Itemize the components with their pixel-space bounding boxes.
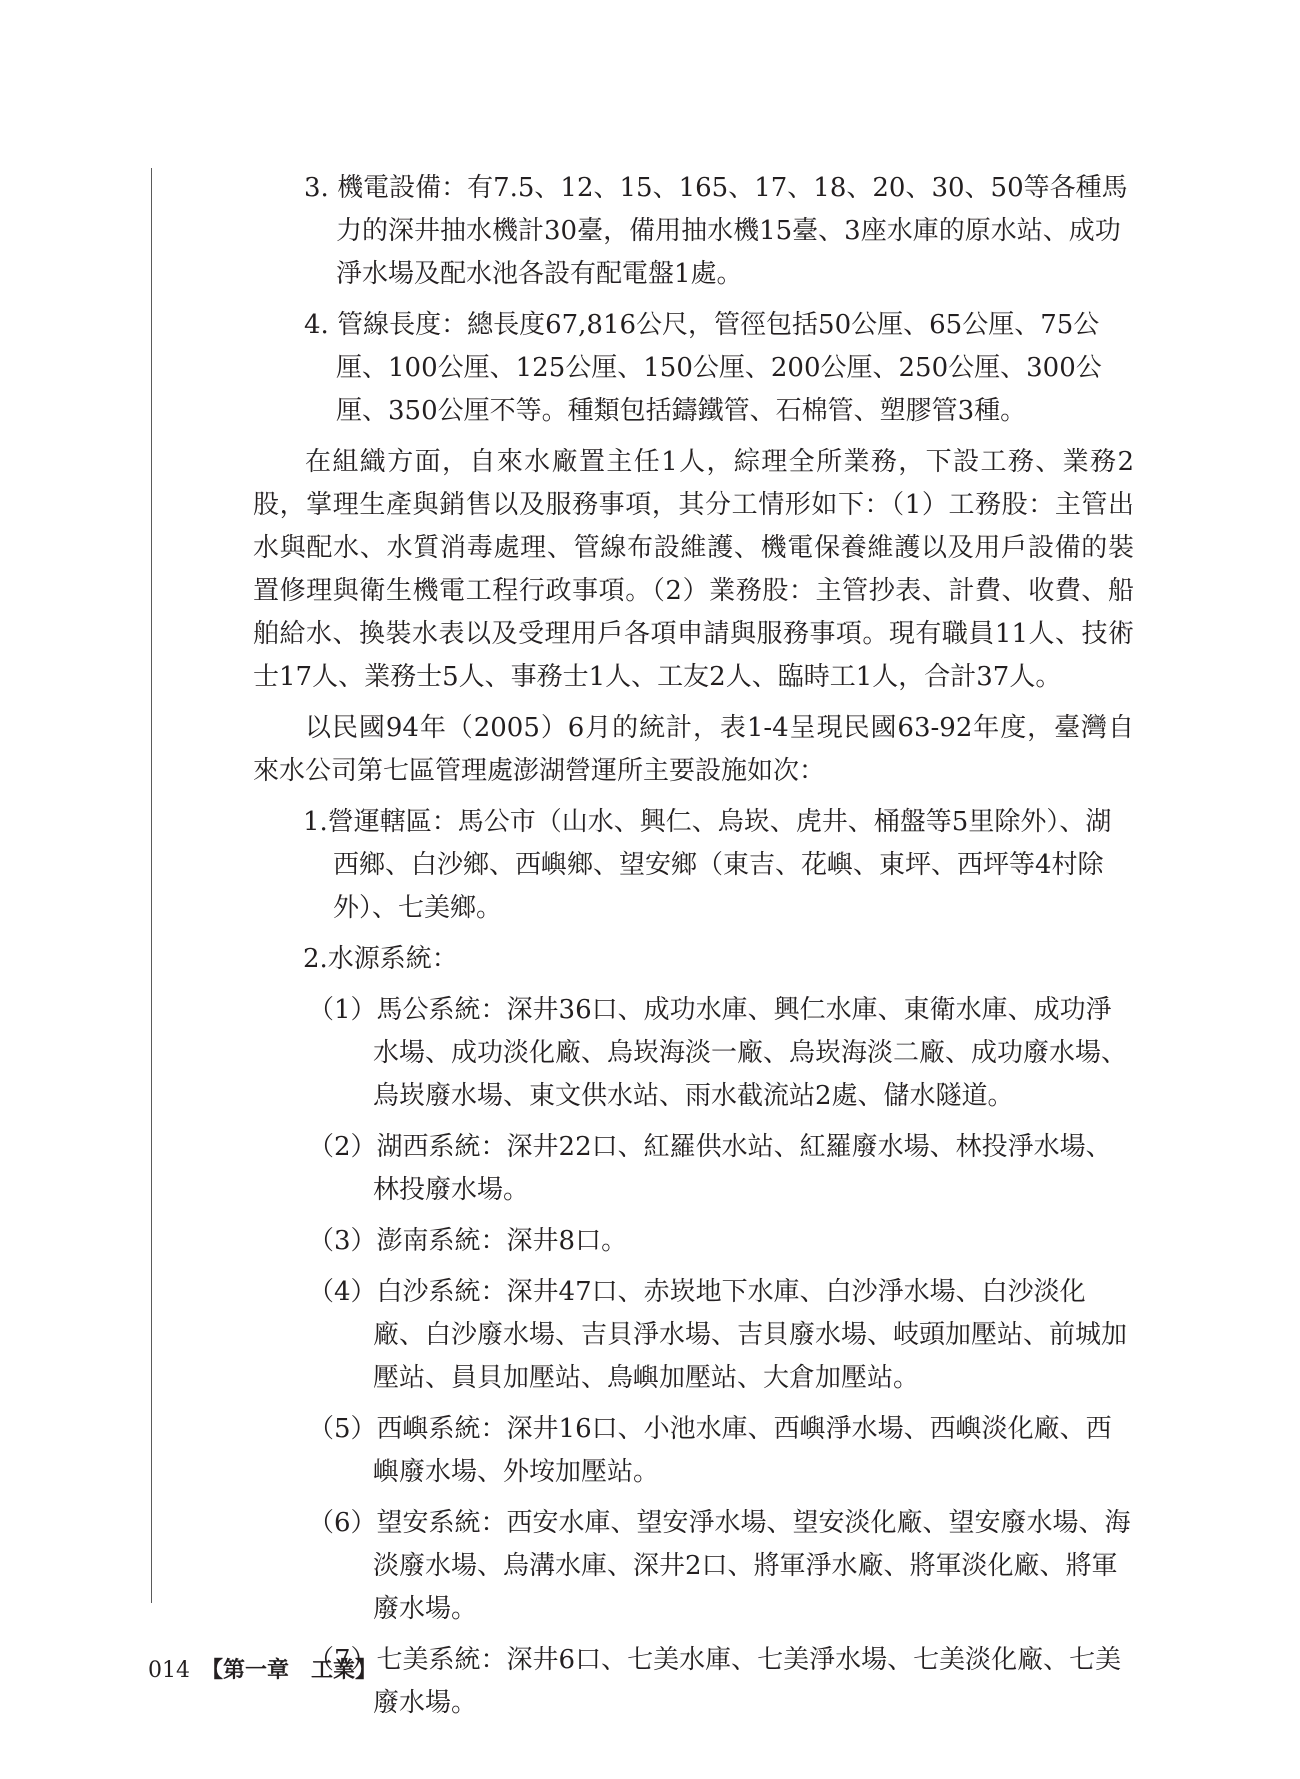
page-footer [148,1656,377,1685]
body-text [253,167,1134,1725]
list-item: 3. 機電設備：有7.5、12、15、165、17、18、20、30、50等各種馬力的深井抽水機計30臺，備用抽水機15臺、3座水庫的原水站、成功淨水場及配水池各設有配電盤1處。 [304,173,1128,289]
list-item: （2）湖西系統：深井22口、紅羅供水站、紅羅廢水場、林投淨水場、林投廢水場。 [308,1132,1112,1205]
list-item: 4. 管線長度：總長度67,816公尺，管徑包括50公厘、65公厘、75公厘、100公厘、125公厘、150公厘、200公厘、250公厘、300公厘、350公厘不等。種類包括鑄鐵管、石棉管、塑膠管3種。 [304,310,1102,426]
list-item: （1）馬公系統：深井36口、成功水庫、興仁水庫、東衛水庫、成功淨水場、成功淡化廠、烏崁海淡一廠、烏崁海淡二廠、成功廢水場、烏崁廢水場、東文供水站、雨水截流站2處、儲水隧道。 [308,995,1128,1111]
list-item: （6）望安系統：西安水庫、望安淨水場、望安淡化廠、望安廢水場、海淡廢水場、烏溝水庫、深井2口、將軍淨水廠、將軍淡化廠、將軍廢水場。 [308,1508,1131,1624]
page-number: 014 [148,1658,190,1683]
list-item: （5）西嶼系統：深井16口、小池水庫、西嶼淨水場、西嶼淡化廠、西嶼廢水場、外垵加壓站。 [308,1414,1112,1487]
list-item: （4）白沙系統：深井47口、赤崁地下水庫、白沙淨水場、白沙淡化廠、白沙廢水場、吉貝淨水場、吉貝廢水場、岐頭加壓站、前城加壓站、員貝加壓站、鳥嶼加壓站、大倉加壓站。 [308,1277,1128,1393]
list-item: （3）澎南系統：深井8口。 [308,1226,628,1256]
list-item: （7）七美系統：深井6口、七美水庫、七美淨水場、七美淡化廠、七美廢水場。 [308,1645,1122,1718]
list-item: 2.水源系統： [303,944,458,974]
paragraph: 在組織方面，自來水廠置主任1人，綜理全所業務，下設工務、業務2股，掌理生產與銷售以及服務事項，其分工情形如下：（1）工務股：主管出水與配水、水質消毒處理、管線布設維護、機電保養維護以及用戶設備的裝置修理與衛生機電工程行政事項。（2）業務股：主管抄表、計費、收費、船舶給水、換裝水表以及受理用戶各項申請與服務事項。現有職員11人、技術士17人、業務士5人、事務士1人、工友2人、臨時工1人，合計37人。 [253,447,1134,692]
margin-rule [151,168,152,1603]
list-item: 1.營運轄區：馬公市（山水、興仁、烏崁、虎井、桶盤等5里除外）、湖西鄉、白沙鄉、西嶼鄉、望安鄉（東吉、花嶼、東坪、西坪等4村除外）、七美鄉。 [303,807,1112,923]
chapter-title: 【第一章 工業】 [201,1657,378,1683]
paragraph: 以民國94年（2005）6月的統計，表1-4呈現民國63-92年度，臺灣自來水公司第七區管理處澎湖營運所主要設施如次： [253,713,1134,786]
